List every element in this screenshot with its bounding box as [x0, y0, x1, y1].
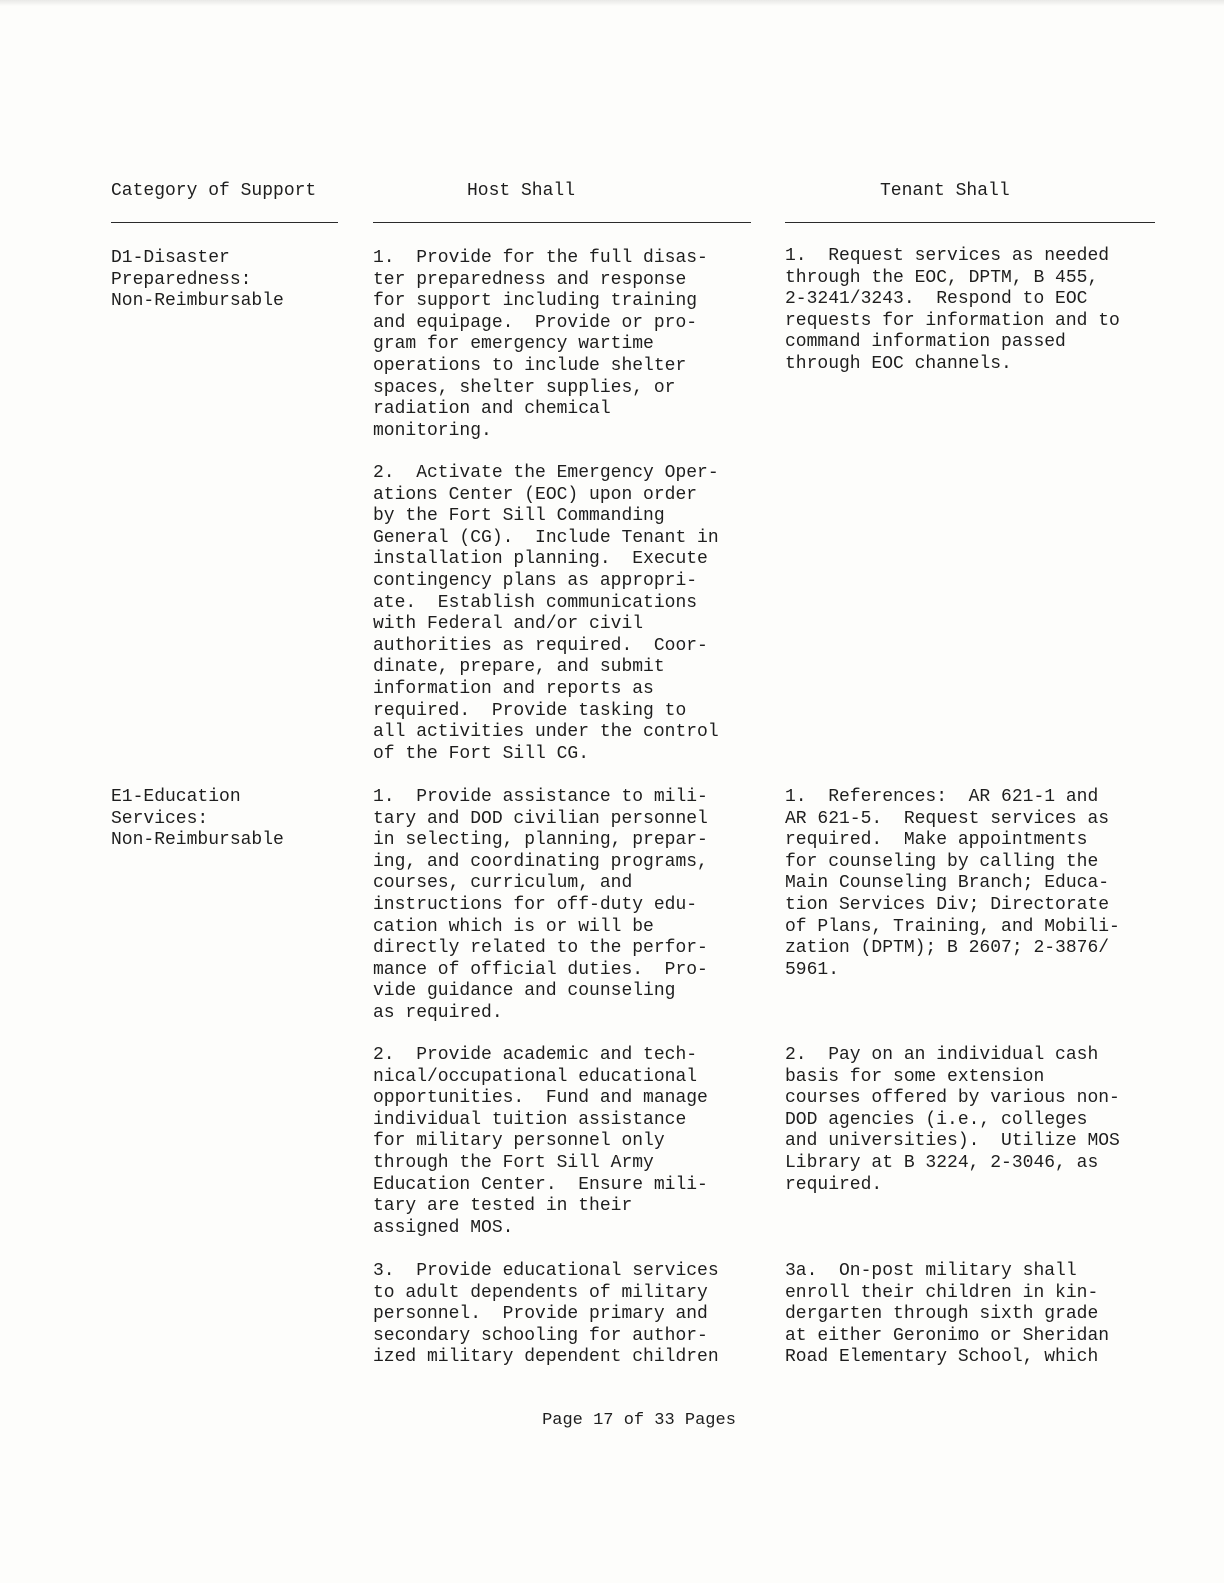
tenant-e1-item-3a: 3a. On-post military shall enroll their children in kin- dergarten through sixth grade at either Geronimo or Sheridan Road Elementary School, which	[785, 1261, 1110, 1368]
header-tenant-shall: Tenant Shall	[880, 181, 1010, 201]
header-rule-category	[111, 222, 338, 223]
host-e1-item-3: 3. Provide educational services to adult dependents of military personnel. Provide primary and secondary schooling for author- ized military dependent children	[373, 1261, 719, 1368]
tenant-d1-item-1: 1. Request services as needed through the EOC, DPTM, B 455, 2-3241/3243. Respond to EOC requests for information and to command information passed through EOC channels.	[785, 246, 1120, 374]
category-d1-disaster-preparedness: D1-Disaster Preparedness: Non-Reimbursable	[111, 248, 284, 312]
host-e1-item-1: 1. Provide assistance to mili- tary and DOD civilian personnel in selecting, planning, prepar- ing, and coordinating programs, courses, curriculum, and instructions for off-duty edu- cation which is or will be directly related to the perfor- mance of official duties. Pro- vide guidance and counseling as required.	[373, 787, 708, 1023]
header-category-of-support: Category of Support	[111, 181, 317, 201]
page-number: Page 17 of 33 Pages	[542, 1411, 736, 1430]
tenant-e1-item-2: 2. Pay on an individual cash basis for some extension courses offered by various non- DOD agencies (i.e., colleges and universities). Utilize MOS Library at B 3224, 2-3046, as required.	[785, 1045, 1120, 1195]
header-rule-tenant	[785, 222, 1155, 223]
host-d1-item-2: 2. Activate the Emergency Oper- ations Center (EOC) upon order by the Fort Sill Commanding General (CG). Include Tenant in installation planning. Execute contingency plans as appropri- ate. Establish communications with Federal and/or civil authorities as required. Coor- dinate, prepare, and submit information and reports as required. Provide tasking to all activities under the control of the Fort Sill CG.	[373, 463, 719, 764]
tenant-e1-item-1: 1. References: AR 621-1 and AR 621-5. Request services as required. Make appointments for counseling by calling the Main Counseling Branch; Educa- tion Services Div; Directorate of Plans, Training, and Mobili- zation (DPTM); B 2607; 2-3876/ 5961.	[785, 787, 1120, 980]
category-e1-education-services: E1-Education Services: Non-Reimbursable	[111, 787, 284, 851]
header-host-shall: Host Shall	[467, 181, 576, 201]
host-e1-item-2: 2. Provide academic and tech- nical/occupational educational opportunities. Fund and manage individual tuition assistance for military personnel only through the Fort Sill Army Education Center. Ensure mili- tary are tested in their assigned MOS.	[373, 1045, 708, 1238]
host-d1-item-1: 1. Provide for the full disas- ter preparedness and response for support including training and equipage. Provide or pro- gram for emergency wartime operations to include shelter spaces, shelter supplies, or radiation and chemical monitoring.	[373, 248, 708, 441]
header-rule-host	[373, 222, 751, 223]
scan-edge-shadow	[0, 0, 1224, 6]
